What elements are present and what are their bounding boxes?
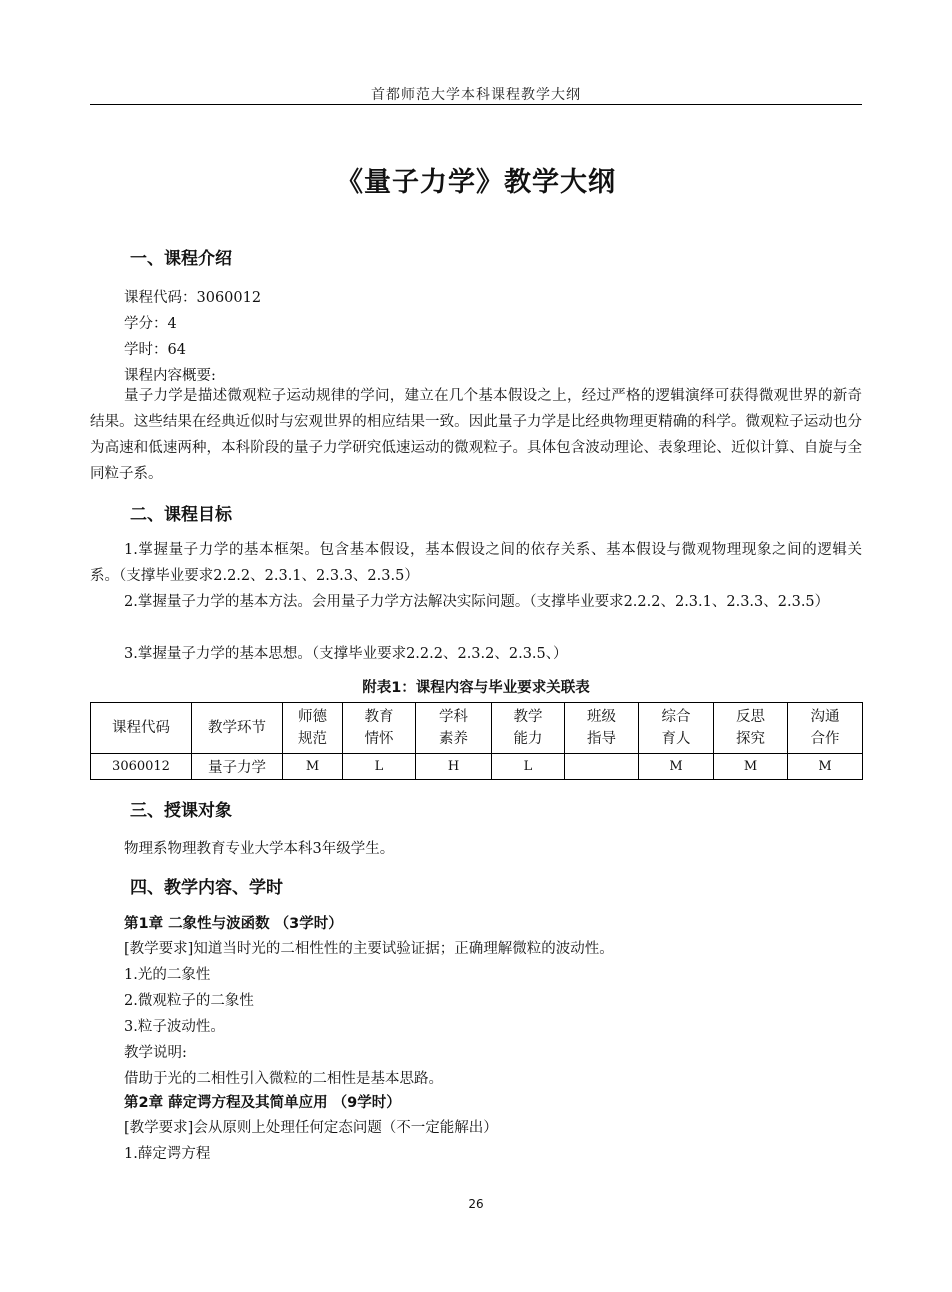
- table-cell: 3060012: [91, 754, 192, 780]
- chapter-2-title: 第2章 薛定谔方程及其简单应用 （9学时）: [124, 1095, 401, 1111]
- table-header-cell: 综合 育人: [639, 703, 714, 754]
- page-number: 26: [468, 1197, 484, 1211]
- table-cell: L: [343, 754, 416, 780]
- table-header-cell: 班级 指导: [565, 703, 639, 754]
- table-header-cell: 教学 能力: [492, 703, 565, 754]
- list-item: 3.粒子波动性。: [124, 1019, 225, 1035]
- course-credits: 学分：4: [124, 316, 177, 332]
- course-summary: 量子力学是描述微观粒子运动规律的学问，建立在几个基本假设之上，经过严格的逻辑演绎可获得微观世界的新奇结果。这些结果在经典近似时与宏观世界的相应结果一致。因此量子力学是比经典物理更精确的科学。微观粒子运动也分为高速和低速两种，本科阶段的量子力学研究低速运动的微观粒子。具体包含波动理论、表象理论、近似计算、自旋与全同粒子系。: [90, 388, 862, 482]
- table-cell: [565, 754, 639, 780]
- table-row: [91, 754, 863, 780]
- table-cell: L: [492, 754, 565, 780]
- list-item: 2.微观粒子的二象性: [124, 993, 254, 1009]
- table-header-cell: 教育 情怀: [343, 703, 416, 754]
- table-header-cell: 反思 探究: [714, 703, 788, 754]
- table-header-cell: 课程代码: [91, 703, 192, 754]
- chapter-1-note-label: 教学说明:: [124, 1045, 187, 1061]
- requirements-table: [90, 702, 863, 780]
- summary-label: 课程内容概要:: [124, 368, 216, 384]
- goal-item: 2.掌握量子力学的基本方法。会用量子力学方法解决实际问题。（支撑毕业要求2.2.2、2.3.1、2.3.3、2.3.5）: [124, 594, 830, 610]
- table-caption: 附表1：课程内容与毕业要求关联表: [362, 680, 590, 696]
- table-header-cell: 教学环节: [192, 703, 283, 754]
- table-header-cell: 师德 规范: [283, 703, 343, 754]
- table-header-cell: 沟通 合作: [788, 703, 863, 754]
- audience-text: 物理系物理教育专业大学本科3年级学生。: [124, 841, 395, 857]
- table-cell: 量子力学: [192, 754, 283, 780]
- table-cell: M: [639, 754, 714, 780]
- header-rule: [90, 104, 862, 105]
- course-code: 课程代码：3060012: [124, 290, 262, 306]
- section-heading-audience: 三、授课对象: [130, 801, 232, 821]
- table-cell: M: [714, 754, 788, 780]
- section-heading-content: 四、教学内容、学时: [130, 878, 283, 898]
- chapter-1-title: 第1章 二象性与波函数 （3学时）: [124, 916, 343, 932]
- table-cell: M: [788, 754, 863, 780]
- chapter-2-requirement: [教学要求]会从原则上处理任何定态问题（不一定能解出）: [124, 1120, 498, 1136]
- chapter-1-requirement: [教学要求]知道当时光的二相性性的主要试验证据；正确理解微粒的波动性。: [124, 941, 614, 957]
- table-header-row: [91, 703, 863, 754]
- goal-item: 1.掌握量子力学的基本框架。包含基本假设，基本假设之间的依存关系、基本假设与微观物理现象之间的逻辑关系。（支撑毕业要求2.2.2、2.3.1、2.3.3、2.3.5）: [90, 542, 862, 584]
- list-item: 1.光的二象性: [124, 967, 211, 983]
- table-cell: H: [416, 754, 492, 780]
- running-header: 首都师范大学本科课程教学大纲: [371, 87, 581, 103]
- document-title: 《量子力学》教学大纲: [336, 167, 616, 198]
- table-header-cell: 学科 素养: [416, 703, 492, 754]
- section-heading-goals: 二、课程目标: [130, 505, 232, 525]
- section-heading-intro: 一、课程介绍: [130, 249, 232, 269]
- goal-item: 3.掌握量子力学的基本思想。（支撑毕业要求2.2.2、2.3.2、2.3.5、）: [124, 646, 568, 662]
- course-hours: 学时：64: [124, 342, 186, 358]
- table-cell: M: [283, 754, 343, 780]
- list-item: 1.薛定谔方程: [124, 1146, 211, 1162]
- chapter-1-note: 借助于光的二相性引入微粒的二相性是基本思路。: [124, 1071, 443, 1087]
